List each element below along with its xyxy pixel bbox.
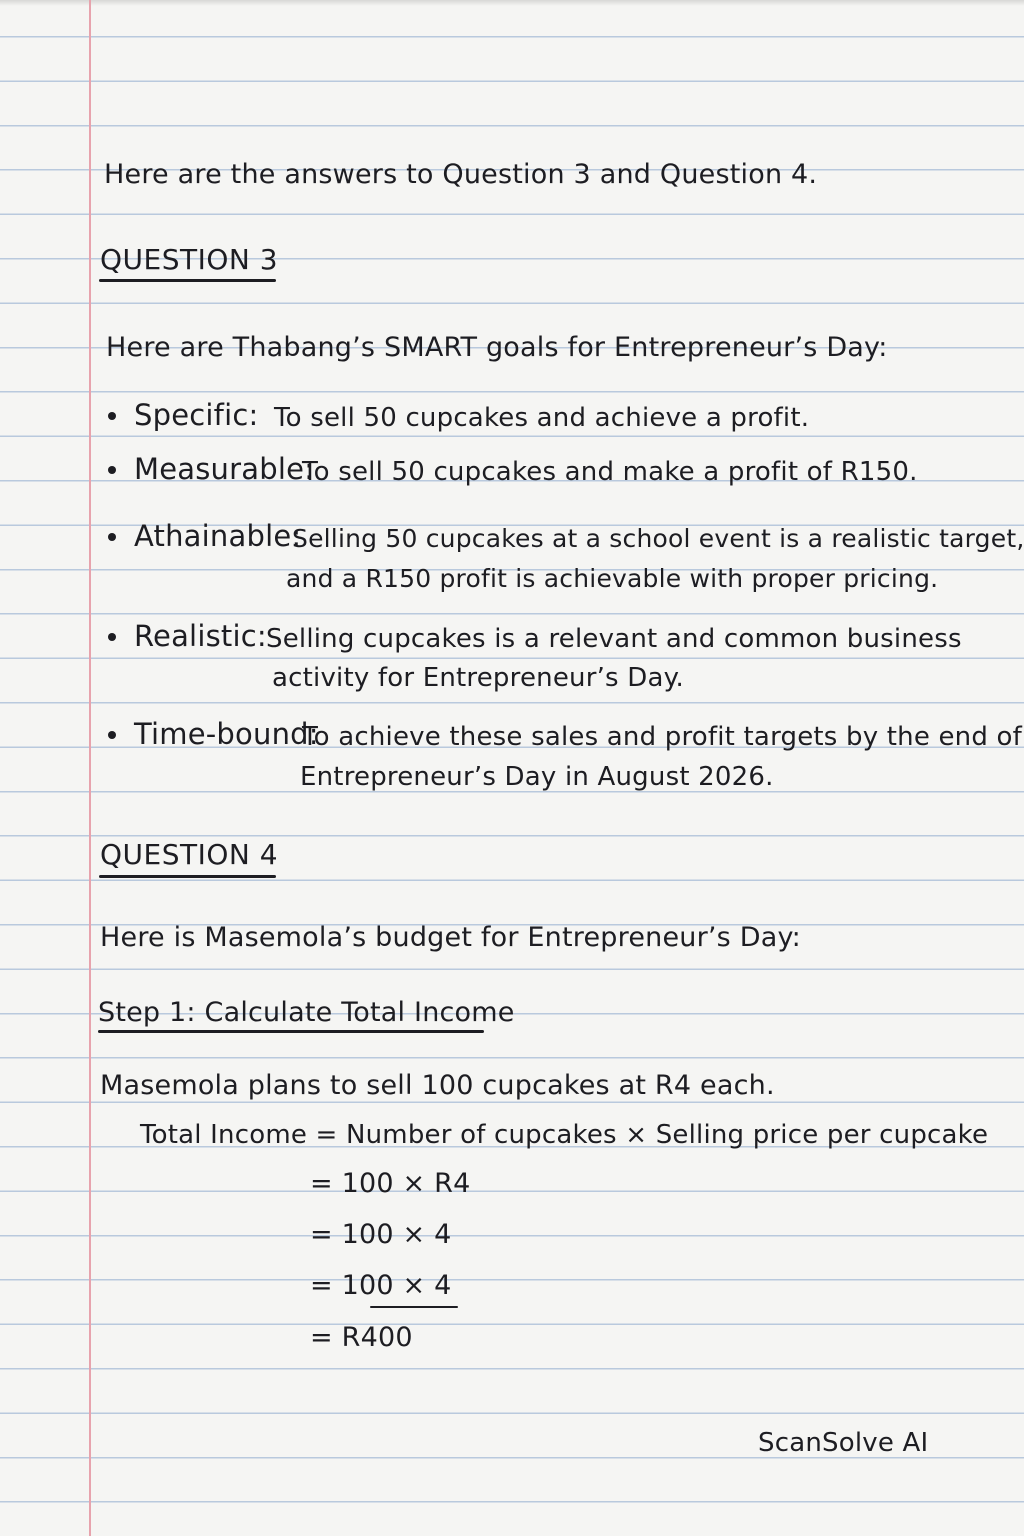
question-4-lead: Here is Masemola’s budget for Entrepreneur’s Day: <box>100 922 801 953</box>
question-4-heading: QUESTION 4 <box>100 838 279 871</box>
step-1-heading: Step 1: Calculate Total Income <box>98 997 515 1028</box>
question-4-underline <box>99 875 276 878</box>
question-3-lead: Here are Thabang’s SMART goals for Entrepreneur’s Day: <box>106 332 888 363</box>
calc-result: = R400 <box>310 1322 413 1353</box>
bullet-realistic <box>108 633 116 641</box>
goal-text-realistic-line1: Selling cupcakes is a relevant and common business <box>266 624 962 654</box>
calc-underline <box>370 1306 458 1308</box>
income-formula: Total Income = Number of cupcakes × Selling price per cupcake <box>140 1120 989 1150</box>
goal-text-attainable-line2: and a R150 profit is achievable with proper pricing. <box>286 564 939 593</box>
goal-term-realistic: Realistic: <box>134 619 267 653</box>
goal-term-specific: Specific: <box>134 398 259 432</box>
bullet-time-bound <box>108 731 116 739</box>
goal-text-attainable-line1: Selling 50 cupcakes at a school event is a realistic target, <box>292 524 1024 553</box>
scansolve-watermark: ScanSolve AI <box>758 1428 929 1458</box>
bullet-measurable <box>108 466 116 474</box>
intro-text: Here are the answers to Question 3 and Question 4. <box>104 159 818 190</box>
calc-step-1: = 100 × R4 <box>310 1168 471 1199</box>
goal-text-specific: To sell 50 cupcakes and achieve a profit. <box>274 403 810 433</box>
margin-line <box>89 0 91 1536</box>
step-1-underline <box>98 1030 484 1033</box>
goal-text-time-bound-line2: Entrepreneur’s Day in August 2026. <box>300 762 774 792</box>
goal-term-measurable: Measurable: <box>134 452 315 486</box>
goal-term-attainable: Athainable: <box>134 519 302 553</box>
question-3-underline <box>99 279 276 282</box>
bullet-attainable <box>108 533 116 541</box>
plan-text: Masemola plans to sell 100 cupcakes at R4 each. <box>100 1070 775 1101</box>
goal-text-measurable: To sell 50 cupcakes and make a profit of R150. <box>302 457 918 487</box>
bullet-specific <box>108 412 116 420</box>
calc-step-2: = 100 × 4 <box>310 1219 452 1250</box>
goal-text-realistic-line2: activity for Entrepreneur’s Day. <box>272 663 684 693</box>
goal-text-time-bound-line1: To achieve these sales and profit targets by the end of <box>302 722 1022 752</box>
calc-step-3: = 100 × 4 <box>310 1270 452 1301</box>
question-3-heading: QUESTION 3 <box>100 243 279 276</box>
goal-term-time-bound: Time-bound: <box>134 717 319 751</box>
